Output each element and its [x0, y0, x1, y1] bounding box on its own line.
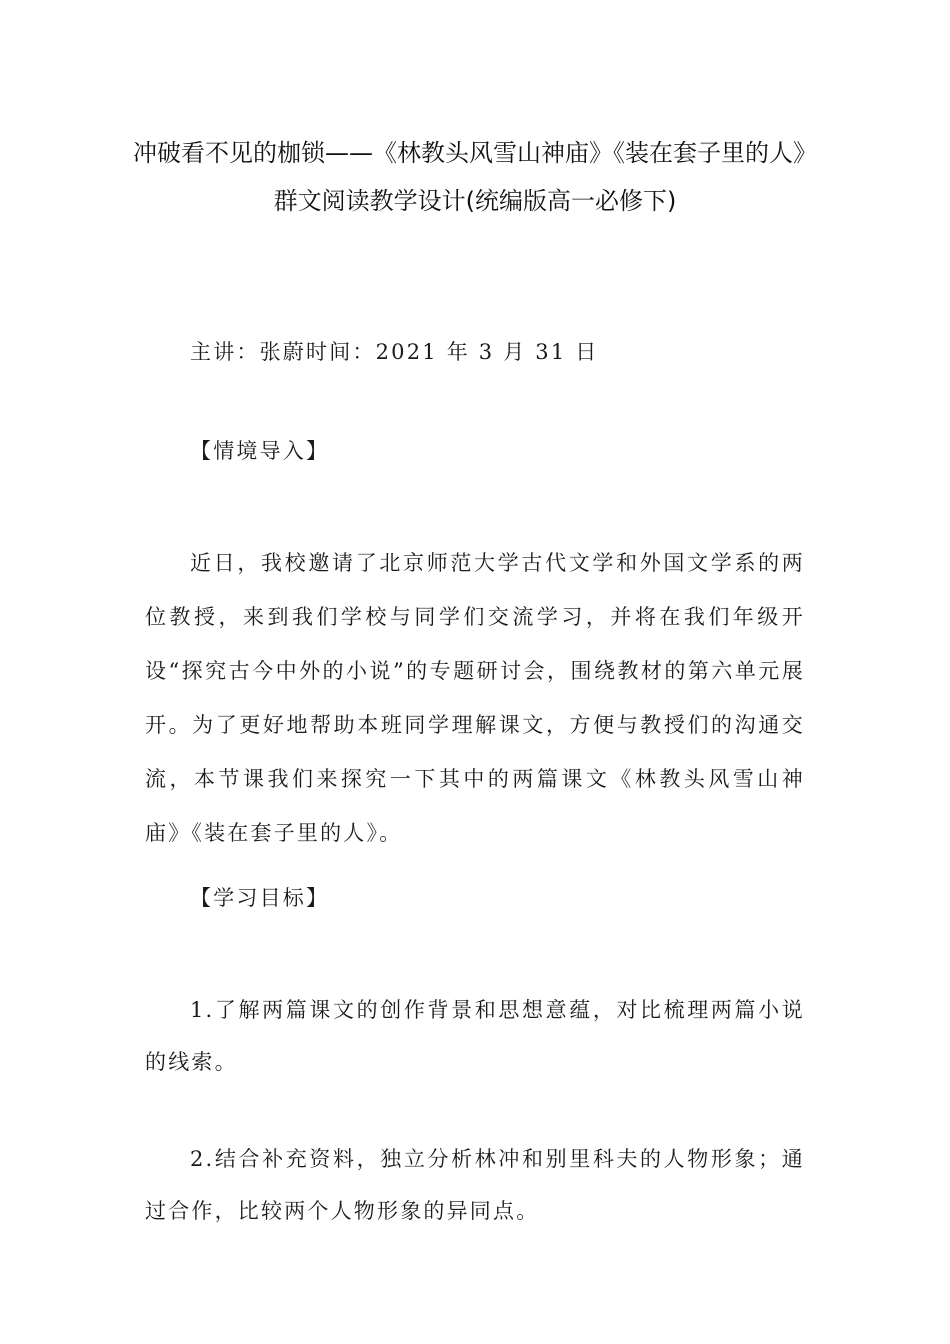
intro-paragraph: 近日，我校邀请了北京师范大学古代文学和外国文学系的两位教授，来到我们学校与同学们交流学习，并将在我们年级开设“探究古今中外的小说”的专题研讨会，围绕教材的第六单元展开。为了更好地帮助本班同学理解课文，方便与教授们的沟通交流，本节课我们来探究一下其中的两篇课文《林教头风雪山神庙》《装在套子里的人》。 — [145, 551, 805, 845]
section-heading-intro: 【情境导入】 — [190, 439, 330, 463]
learning-goal-1: 1.了解两篇课文的创作背景和思想意蕴，对比梳理两篇小说的线索。 — [145, 998, 805, 1074]
lecturer-date-line: 主讲：张蔚时间：2021 年 3 月 31 日 — [190, 340, 599, 364]
section-heading-goals: 【学习目标】 — [190, 886, 330, 910]
document-title-line-1: 冲破看不见的枷锁——《林教头风雪山神庙》《装在套子里的人》 — [133, 139, 817, 167]
learning-goal-2: 2.结合补充资料，独立分析林冲和别里科夫的人物形象；通过合作，比较两个人物形象的异同点。 — [145, 1147, 805, 1223]
document-title-line-2: 群文阅读教学设计(统编版高一必修下) — [273, 187, 677, 215]
